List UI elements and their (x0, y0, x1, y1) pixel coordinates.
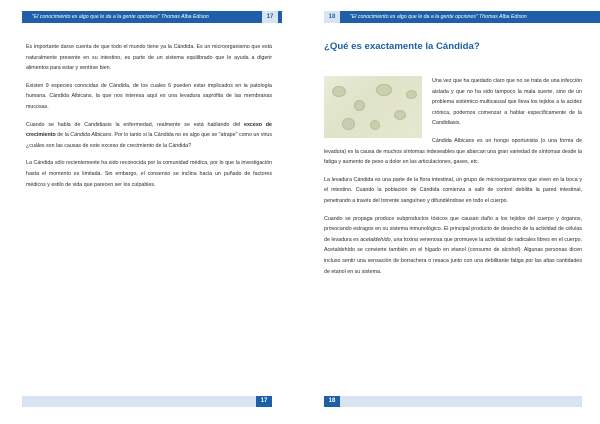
paragraph (324, 136, 582, 168)
paragraph-text: de la (55, 132, 71, 139)
paragraph-text: Cándida Albicans es un hongo oportunista (o una forma de levadura) es la causa de muchos síntomas indeseables que abarcan una gran variedad de síntomas desde la fatiga y aumento de peso a dolor en las articulaciones, gases, etc. (324, 137, 582, 166)
paragraph (324, 175, 582, 207)
header-quote: "El conocimiento es algo que le da a la gente opciones" Thomas Alba Edison (350, 14, 527, 20)
right-page (312, 0, 600, 424)
paragraph (26, 158, 272, 190)
paragraph (26, 42, 272, 74)
header-page-number: 17 (262, 11, 278, 23)
page-footer (22, 396, 272, 407)
paragraph (26, 120, 272, 152)
paragraph (26, 81, 272, 113)
paragraph-text: Cuando se propaga produce subproductos tóxicos que causan daño a los tejidos del cuerpo y órganos, provocando estragos en su sistema inmunológico. El principal producto de desecho de la actividad de células de levadura es (324, 215, 582, 243)
paragraph-text: Cándida Albicans (70, 132, 112, 139)
paragraph-text: exceso de crecimiento (26, 121, 272, 139)
left-page (0, 0, 288, 424)
paragraph-text: . Por lo tanto si la Cándida no es algo que se "atrape" como un virus ¿cuáles son las causas de este exceso de crecimiento de la Cándida? (26, 132, 273, 149)
paragraph-text: La Cándida sólo recientemente ha sido reconocida por la comunidad médica, por lo que la investigación hasta el momento es limitada. Sin embargo, el consenso se inclina hacia un puñado de factores médicos y estilo de vida que parecen ser los culpables. (26, 160, 272, 188)
body-text (324, 76, 582, 284)
page-footer (324, 396, 582, 407)
footer-page-number: 18 (324, 396, 340, 407)
candida-micrograph-image (324, 76, 422, 138)
paragraph-text: Cuando se habla de Candidiasis la enfermedad, realmente se está hablando del (26, 121, 245, 128)
paragraph (324, 214, 582, 278)
paragraph-text: acetaldehído (360, 236, 391, 243)
section-title: ¿Qué es exactamente la Cándida? (324, 41, 480, 52)
paragraph-text: Una vez que ha quedado claro que no se trata de una infección aislada y que no ha sido tampoco la mala suerte, sino de un problema sistémico multicausal que lleva los tejidos a la acidez crónica, podemos comenzar a hablar específicamente de la Candidiasis. (432, 78, 582, 127)
header-quote: "El conocimiento es algo que le da a la gente opciones" Thomas Alba Edison (32, 14, 209, 20)
page-header (324, 11, 600, 23)
page-header (22, 11, 282, 23)
paragraph-text: La levadura Cándida es una parte de la flora intestinal, un grupo de microorganismos que viven en la boca y el intestino. Cuando la población de Cándida comienza a salir de control debilita la pared intestinal, penetrando a través del torrente sanguíneo y difundiéndose en todo el cuerpo. (324, 176, 582, 204)
paragraph-text: Existen 9 especies conocidas de Cándida, de los cuales 6 pueden estar implicados en la patología humana. Cándida Albicans, la que nos interesa aquí es una levadura saprófita de las membranas mucosas. (26, 82, 272, 110)
header-page-number: 18 (324, 11, 340, 23)
body-text (26, 42, 272, 197)
footer-page-number: 17 (256, 396, 272, 407)
paragraph-text: , una toxina venenosa que promueve la actividad de radicales libres en el cuerpo. Acetaldehído se convierte también en el hígado en etanol (consumo de alcohol). Algunas personas dicen incluso sentir una sensación de borrachera o resaca junto con una debilitante fatiga por las altas cantidades de etanol en su sistema. (324, 236, 582, 275)
paragraph-text: Es importante darse cuenta de que todo el mundo tiene ya la Cándida. Es un microorganismo que está naturalmente presente en su intestino, es parte de un sistema equilibrado que le ayuda a digerir alimentos para estar y sentirse bien. (26, 44, 272, 72)
